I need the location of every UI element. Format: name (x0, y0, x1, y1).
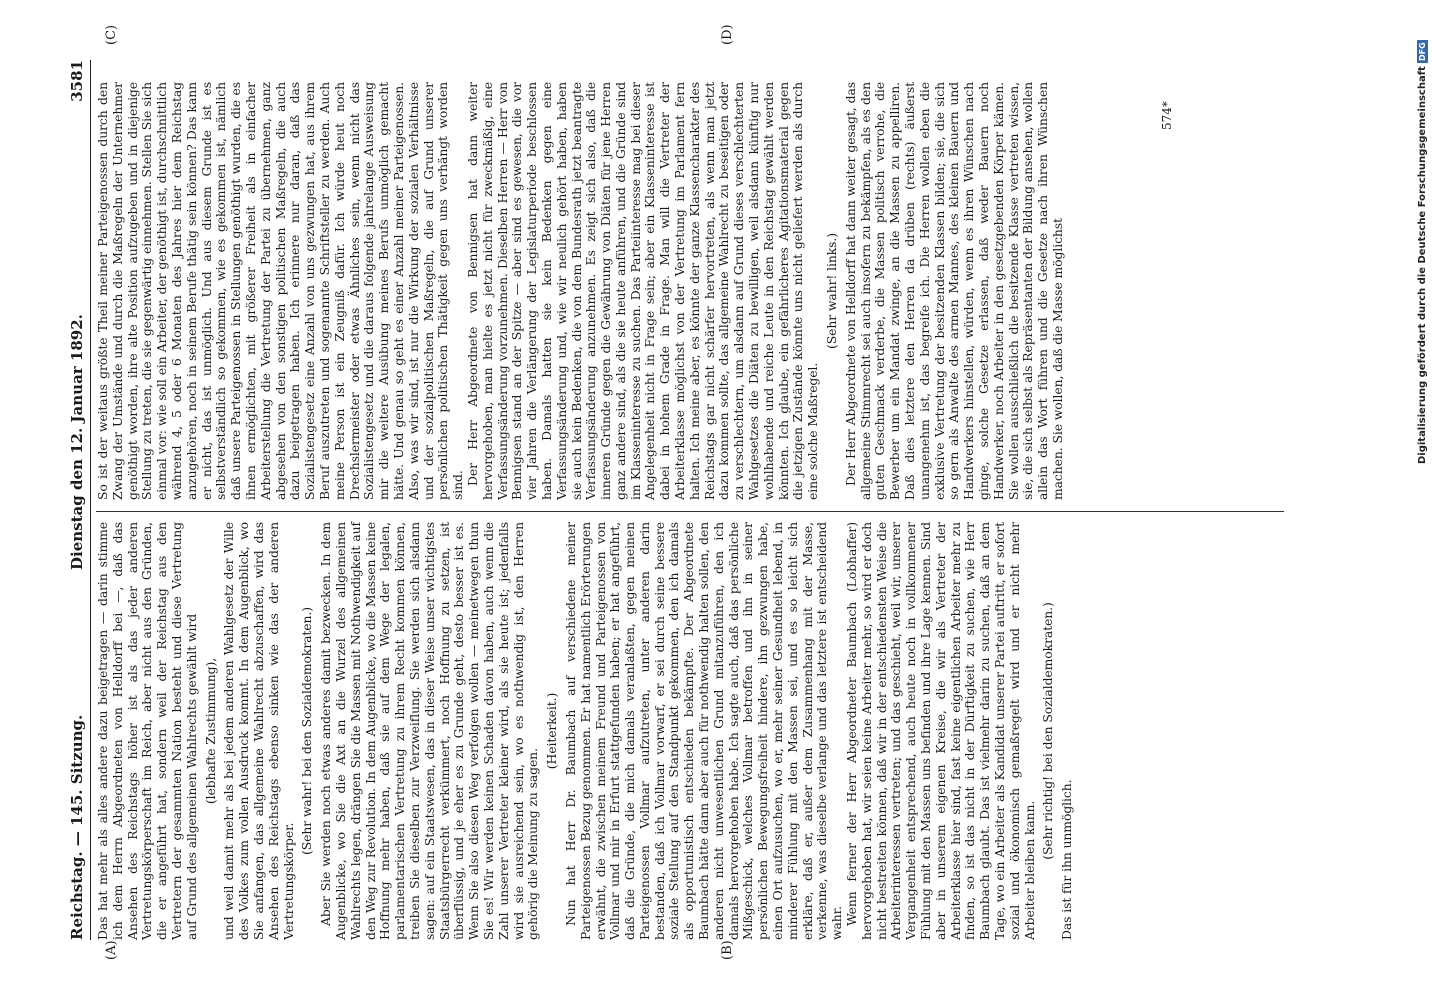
paragraph: Der Herr Abgeordnete von Helldorff hat dann weiter gesagt, das allgemeine Stimmrecht sei auch insofern zu bekämpfen, als es den guten Geschmack verderbe, die Massen politisch verrohe, die Bewerber um ein Mandat zwinge, an die Massen zu appelliren. Daß dies letztere den Herren da drüben (rechts) äußerst unangenehm ist, das begreife ich. Die Herren wollen eben die exklusive Vertretung der besitzenden Klassen bilden; sie, die sich so gern als Anwalte des armen Mannes, des kleinen Bauern und Handwerkers hinstellen, würden, wenn es ihren Wünschen nach ginge, solche Gesetze erlassen, daß weder Bauern noch Handwerker, noch Arbeiter in den gesetzgebenden Körper kämen. Sie wollen ausschließlich die besitzende Klasse vertreten wissen, sie, die sich selbst als Repräsentanten der Bildung ansehen, wollen allein das Wort führen und die Gesetze nach ihren Wünschen machen. Sie wollen, daß die Masse möglichst (842, 82, 1065, 500)
column-divider (96, 511, 1284, 512)
column-left (95, 522, 1075, 940)
interjection: (Sehr wahr! bei den Sozialdemokraten.) (299, 607, 315, 856)
paragraph: Nun hat Herr Dr. Baumbach auf verschiedene meiner Parteigenossen Bezug genommen. Er hat namentlich Erörterungen erwähnt, die zwischen meinem Freund und Parteigenossen von Vollmar und mir in Erfurt stattgefunden haben; er hat angeführt, daß die Gründe, die mich damals veranlaßten, gegen meinen Parteigenossen Vollmar aufzutreten, unter anderen darin bestanden, daß ich Vollmar vorwarf, er sei durch seine bessere soziale Stellung auf den Standpunkt gekommen, den ich damals als opportunistisch entschieden bekämpfte. Der Abgeordnete Baumbach hätte dann aber auch für nothwendig halten sollen, den anderen nicht unwesentlichen Grund mitanzuführen, den ich damals hervorgehoben habe. Ich sagte auch, daß das persönliche Mißgeschick, welches Vollmar betroffen und ihn in seiner persönlichen Bewegungsfreiheit hindere, ihn gezwungen habe, einen Ort aufzusuchen, wo er, mehr seiner Gesundheit lebend, in minderer Fühlung mit den Massen sei, und es so leicht sich erkläre, daß er, außer dem Zusammenhang mit der Masse, verkenne, was dieselbe verlange und das letztere ist entscheidend wahr. (562, 522, 845, 940)
dfg-logo: DFG (1418, 42, 1427, 61)
page-header (68, 60, 90, 940)
header-date: Dienstag den 12. Januar 1892. (68, 314, 86, 570)
credit-text: Digitalisierung gefördert durch die Deutsche Forschungsgemeinschaft (1417, 66, 1428, 465)
margin-letter-a: (A) (104, 940, 119, 960)
paragraph: und weil damit mehr als bei jedem anderen Wahlgesetz der Wille des Volkes zum vollen Ausdruck kommt. In dem Augenblick, wo Sie anfangen, das allgemeine Wahlrecht abzuschaffen, wird das Ansehen des Reichstags ebenso sinken wie das der anderen Vertretungskörper. (221, 522, 296, 940)
paragraph: Aber Sie werden noch etwas anderes damit bezwecken. In dem Augenblicke, wo Sie die Axt an die Wurzel des allgemeinen Wahlrechts legen, drängen Sie die Massen mit Nothwendigkeit auf den Weg zur Revolution. In dem Augenblicke, wo die Massen keine Hoffnung mehr haben, daß sie auf dem Wege der legalen, parlamentarischen Vertretung zu ihrem Recht kommen können, treiben Sie dieselben zur Verzweiflung. Sie werden sich alsdann sagen: auf ein Staatswesen, das in dieser Weise unser wichtigstes Staatsbürgerrecht verkümmert, noch Hoffnung zu setzen, ist überflüssig, und je eher es zu Grunde geht, desto besser ist es. Wenn Sie also diesen Weg verfolgen wollen — meinetwegen thun Sie es! Wir werden keinen Schaden davon haben, auch wenn die Zahl unserer Vertreter kleiner wird, als sie heute ist; jedenfalls wird sie ausreichend sein, wo es nothwendig ist, den Herren gehörig die Meinung zu sagen. (318, 522, 541, 940)
margin-letter-c: (C) (104, 24, 119, 45)
margin-letter-d: (D) (720, 24, 735, 45)
header-session: Reichstag. — 145. Sitzung. (68, 714, 86, 940)
page-number: 3581 (68, 60, 86, 102)
paragraph: Das hat mehr als alles andere dazu beigetragen — darin stimme ich dem Herrn Abgeordneten von Helldorff bei —, daß das Ansehen des Reichstags höher ist als das jeder anderen Vertretungskörperschaft im Reich, aber nicht aus den Gründen, die er angeführt hat, sondern weil der Reichstag aus den Vertretern der gesammten Nation besteht und diese Vertretung auf Grund des allgemeinen Wahlrechts gewählt wird (95, 522, 199, 940)
interjection: (lebhafte Zustimmung), (202, 657, 218, 805)
paragraph: Der Herr Abgeordnete von Bennigsen hat dann weiter hervorgehoben, man hielte es jetzt nicht für zweckmäßig, eine Verfassungsänderung vorzunehmen. Dieselben Herren — Herr von Bennigsen stand an der Spitze — aber sind es gewesen, die vor vier Jahren die Verlängerung der Legislaturperiode beschlossen haben. Damals hatten sie kein Bedenken gegen eine Verfassungsänderung und, wie wir neulich gehört haben, haben sie auch kein Bedenken, die von dem Bundesrath jetzt beantragte Verfassungsänderung anzunehmen. Es zeigt sich also, daß die inneren Gründe gegen die Gewährung von Diäten für jene Herren ganz andere sind, als die sie heute anführen, und die Gründe sind im Klasseninteresse zu suchen. Das Parteiinteresse mag bei dieser Angelegenheit nicht in Frage sein; aber ein Klasseninteresse ist dabei in hohem Grade in Frage. Man will die Vertreter der Arbeiterklasse möglichst von der Vertretung im Parlament fern halten. Ich meine aber, es könnte der ganze Klassencharakter des Reichstags gar nicht schärfer hervortreten, als wenn man jetzt dazu kommen sollte, das allgemeine Wahlrecht zu beseitigen oder zu verschlechtern, um alsdann auf Grund dieses verschlechterten Wahlgesetzes die Diäten zu bewilligen, weil alsdann künftig nur wohlhabende und reiche Leute in den Reichstag gewählt werden könnten. Ich glaube, ein gefährlicheres Agitationsmaterial gegen die jetzigen Zustände könnte uns nicht geliefert werden als durch eine solche Maßregel. (464, 82, 821, 500)
paragraph: Das ist für ihn unmöglich. (1059, 779, 1075, 940)
interjection: (Heiterkeit.) (544, 692, 560, 770)
header-rule (90, 60, 91, 940)
column-right (96, 82, 1316, 500)
interjection: (Sehr richtig! bei den Sozialdemokraten.) (1040, 602, 1056, 860)
margin-letter-b: (B) (720, 940, 735, 960)
paragraph: Wenn ferner der Herr Abgeordneter Baumbach (Lobhaffer) hervorgehoben hat, wir seien keine Arbeiter mehr, so wird er doch nicht bestreiten können, daß wir in der entschiedensten Weise die Arbeiterinteressen vertreten; und das geschieht, weil wir, unserer Vergangenheit entsprechend, auch heute noch in vollkommener Fühlung mit den Massen uns befinden und ihre Lage kennen. Sind aber in unserem eigenen Kreise, die wir als Vertreter der Arbeiterklasse hier sind, fast keine eigentlichen Arbeiter mehr zu finden, so ist das nicht in der Dürftigkeit zu suchen, wie Herr Baumbach glaubt. Das ist vielmehr darin zu suchen, daß an dem Tage, wo ein Arbeiter als Kandidat unserer Partei auftritt, er sofort sozial und ökonomisch gemaßregelt wird und er nicht mehr Arbeiter bleiben kann. (844, 522, 1037, 940)
paragraph: So ist der weitaus größte Theil meiner Parteigenossen durch den Zwang der Umstände und durch die Maßregeln der Unternehmer genöthigt worden, ihre alte Position aufzugeben und in diejenige Stellung zu treten, die sie gegenwärtig einnehmen. Stellen Sie sich einmal vor: wie soll ein Arbeiter, der genöthigt ist, durchschnittlich während 4, 5 oder 6 Monaten des Jahres hier dem Reichstag anzugehören, noch in seinem Berufe thätig sein können? Das kann er nicht, das ist unmöglich. Und aus diesem Grunde ist es selbstverständlich so gekommen, wie es gekommen ist, nämlich daß unsere Parteigenossen in Stellungen genöthigt wurden, die es ihnen ermöglichten, mit größerer Freiheit als in einfacher Arbeiterstellung die Vertretung der Partei zu übernehmen, ganz abgesehen von den sonstigen politischen Maßregeln, die auch dazu beigetragen haben. Ich erinnere nur daran, daß das Sozialistengesetz eine Anzahl von uns gezwungen hat, aus ihrem Beruf auszutreten und sogenannte Schriftsteller zu werden. Auch meine Person ist ein Zeugniß dafür. Ich würde heut noch Drechslermeister oder etwas Ähnliches sein, wenn nicht das Sozialistengesetz und die daraus folgende jahrelange Ausweisung mir die weitere Ausübung meines Berufs unmöglich gemacht hätte. Und genau so geht es einer Anzahl meiner Parteigenossen. Also, was wir sind, ist nur die Wirkung der sozialen Verhältnisse und der sozialpolitischen Maßregeln, die auf Grund unserer persönlichen politischen Thätigkeit gegen uns verhängt worden sind. (95, 82, 466, 500)
signature-mark: 574* (1160, 101, 1174, 130)
interjection: (Sehr wahr! links.) (824, 233, 840, 349)
digitization-credit (1417, 40, 1428, 464)
